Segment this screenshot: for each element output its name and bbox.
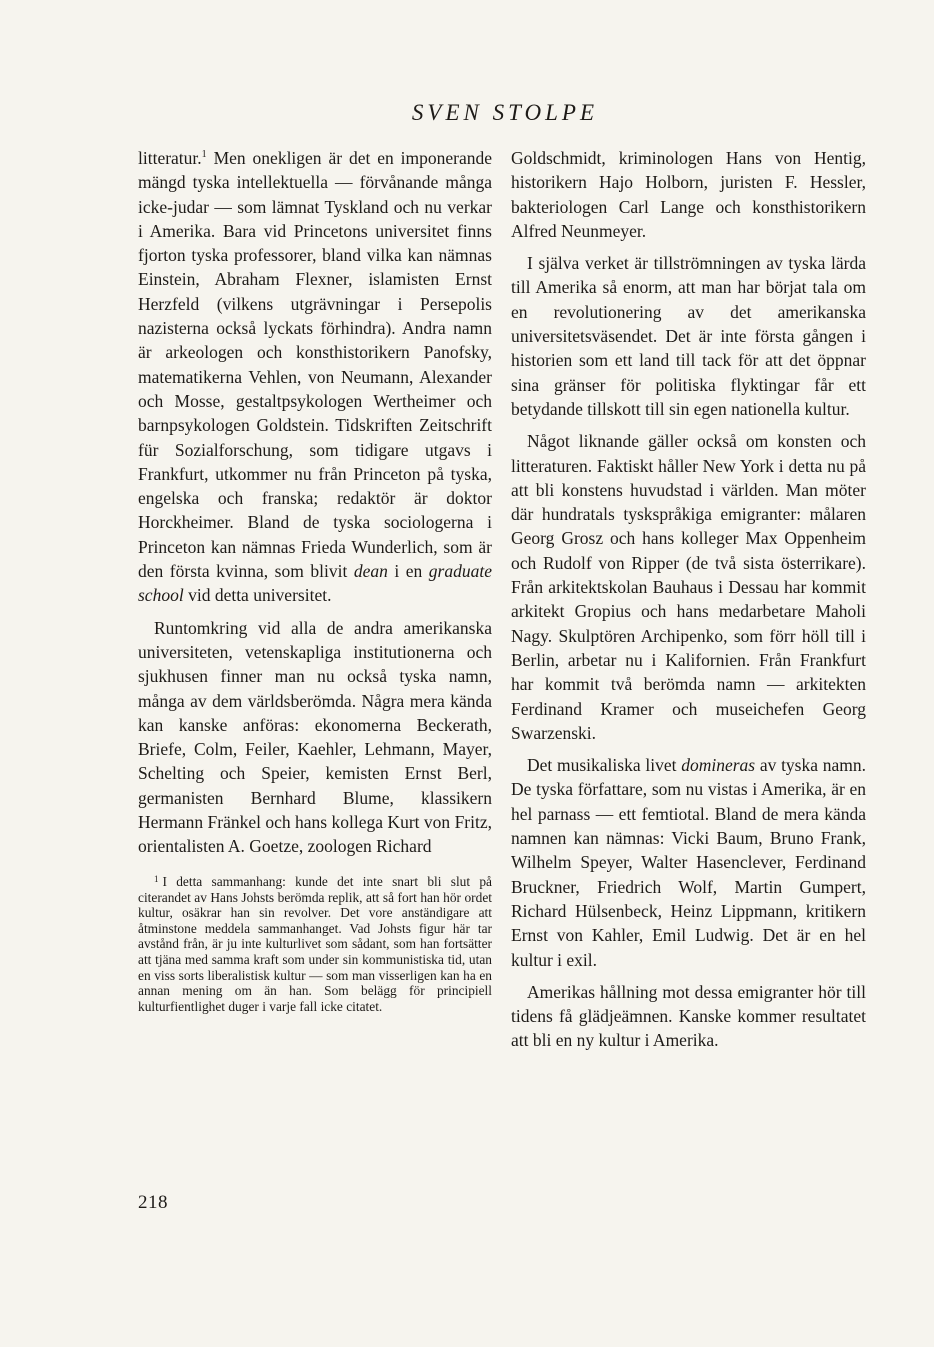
running-head-text: SVEN STOLPE xyxy=(411,100,598,125)
right-paragraph-4 xyxy=(511,753,866,972)
right-paragraph-1: Goldschmidt, kriminologen Hans von Hentig, historikern Hajo Holborn, juristen F. Hessler, bakteriologen Carl Lange och konsthistorikern Alfred Neunmeyer. xyxy=(511,148,866,241)
footnote-text: I detta sammanhang: kunde det inte snart bli slut på citerandet av Hans Johsts berömda replik, att så fort han hör ordet kultur, osäkrar han sin revolver. Det vore anständigare att åtminstone meddela sammanhanget. Vad Johsts figur här tar avstånd från, är ju inte kulturlivet som sådant, som han fortsätter att tjäna med samma kraft som under sin kommunistiska tid, utan en viss sorts liberalistisk kultur — som man visserligen kan ha en annan mening om än han. Som belägg för principiell kulturfientlighet duger i varje fall icke citatet. xyxy=(138,874,492,1014)
right-paragraph-5: Amerikas hållning mot dessa emigranter hör till tidens få glädjeämnen. Kanske kommer resultatet att bli en ny kultur i Amerika. xyxy=(511,981,866,1051)
right-p4-text-a: Det musikaliska livet xyxy=(527,755,682,776)
running-head xyxy=(138,100,866,126)
left-column xyxy=(138,146,492,859)
left-p1-text-b: Men onekligen är det en imponerande mängd tyska intellektuella — förvånande många icke-judar — som lämnat Tyskland och nu verkar i Amerika. Bara vid Princetons universitet finns fjorton tyska professorer, bland vilka kan nämnas Einstein, Abraham Flexner, islamisten Ernst Herzfeld (vilkens utgrävningar i Persepolis nazisterna också lyckats förhindra). Andra namn är arkeologen och konsthistorikern Panofsky, matematikerna Vehlen, von Neumann, Alexander och Mosse, gestaltpsykologen Wertheimer och barnpsykologen Goldstein. Tidskriften Zeitschrift für Sozialforschung, som tidigare utgavs i Frankfurt, utkommer nu från Princeton på tyska, engelska och franska; redaktör är doktor Horckheimer. Bland de tyska sociologerna i Princeton kan nämnas Frieda Wunderlich, som är den första kvinna, som blivit xyxy=(138,148,492,582)
right-paragraph-2: I själva verket är tillströmningen av tyska lärda till Amerika så enorm, att man har börjat tala om en revolutionering av det amerikanska universitetsväsendet. Det är inte första gången i historien som ett land till tack för att det öppnar sina gränser för politiska flyktingar får ett betydande tillskott till sin egen nationella kultur. xyxy=(511,253,866,419)
right-column xyxy=(511,146,866,1053)
footnote xyxy=(138,872,492,1014)
left-p1-italic-dean: dean xyxy=(353,561,388,582)
footnote-body xyxy=(138,872,492,1014)
footnote-mark: 1 xyxy=(154,874,159,884)
left-p1-text-a: litteratur. xyxy=(138,148,202,168)
page-number: 218 xyxy=(138,1192,168,1213)
right-paragraph-3: Något liknande gäller också om konsten och litteraturen. Faktiskt håller New York i detta nu på att bli konstens huvudstad i världen. Man möter där hundratals tyskspråkiga emigranter: målaren Georg Grosz och hans kolleger Max Oppenheim och Rudolf von Ripper (de två sista österrikare). Från arkitektskolan Bauhaus i Dessau har kommit arkitekt Gropius och hans medarbetare Maholi Nagy. Skulptören Archipenko, som förr höll till i Berlin, arbetar nu i Kalifornien. Från Frankfurt har kommit två berömda namn — arkitekten Ferdinand Kramer och museichefen Georg Swarzenski. xyxy=(511,431,866,743)
left-paragraph-2: Runtomkring vid alla de andra amerikanska universiteten, vetenskapliga institutionerna och sjukhusen finner man nu också tyska namn, många av dem världsberömda. Några mera kända kan kanske anföras: ekonomerna Beckerath, Briefe, Colm, Feiler, Kaehler, Lehmann, Mayer, Schelting och Speier, kemisten Ernst Berl, germanisten Bernhard Blume, klassikern Hermann Fränkel och hans kollega Kurt von Fritz, orientalisten A. Goetze, zoologen Richard xyxy=(138,617,492,857)
right-p4-italic-domineras: domineras xyxy=(681,755,756,776)
right-p4-text-b: av tyska namn. De tyska författare, som nu vistas i Amerika, är en hel parnass — ett femtiotal. Bland de mera kända namnen kan nämnas: Vicki Baum, Bruno Frank, Wilhelm Speyer, Walter Hasenclever, Ferdinand Bruckner, Friedrich Wolf, Martin Gumpert, Richard Hülsenbeck, Heinz Lippmann, kritikern Ernst von Kahler, Emil Ludwig. Det är en hel kultur i exil. xyxy=(511,755,866,970)
left-p1-text-d: vid detta universitet. xyxy=(183,585,332,606)
footnote-reference: 1 xyxy=(201,149,207,160)
left-p1-text-c: i en xyxy=(387,561,429,582)
left-p1-italic-graduate-school: graduate school xyxy=(138,561,492,606)
left-paragraph-1 xyxy=(138,146,492,608)
